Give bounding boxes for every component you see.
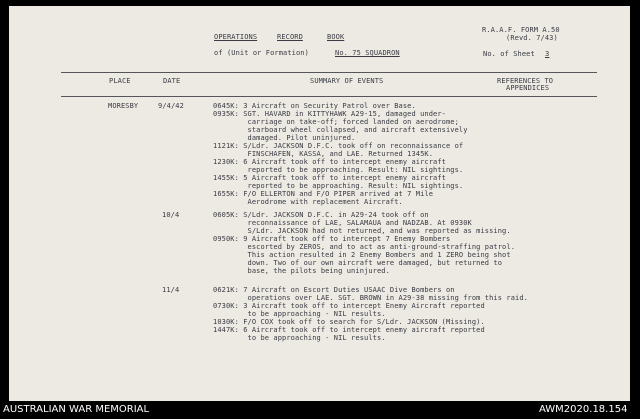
sheet-number: 3 xyxy=(545,50,550,58)
title-operations: OPERATIONS xyxy=(214,33,258,41)
summary-line: starboard wheel collapsed, and aircraft extensively xyxy=(213,126,468,134)
summary-line: S/Ldr. JACKSON had not returned, and was reported as missing. xyxy=(213,227,511,235)
summary-line: 0950K: 9 Aircraft took off to intercept 7 Enemy Bombers xyxy=(213,235,451,243)
unit-prefix: of (Unit or Formation) xyxy=(214,49,309,57)
summary-line: 1230K: 6 Aircraft took off to intercept enemy aircraft xyxy=(213,158,446,166)
summary-line: operations over LAE. SGT. BROWN in A29-38 missing from this raid. xyxy=(213,294,528,302)
summary-line: 0935K: SGT. HAVARD in KITTYHAWK A29-15, damaged under- xyxy=(213,110,446,118)
form-revised: (Revd. 7/43) xyxy=(506,34,558,42)
summary-line: damaged. Pilot uninjured. xyxy=(213,134,356,142)
summary-line: reconnaissance of LAE, SALAMAUA and NADZAB. At 0930K xyxy=(213,219,472,227)
summary-line: reported to be approaching. Result: NIL sightings. xyxy=(213,166,464,174)
summary-line: down. Two of our own aircraft were damaged, but returned to xyxy=(213,259,503,267)
column-summary: SUMMARY OF EVENTS xyxy=(310,77,384,85)
summary-line: 0605K: S/Ldr. JACKSON D.F.C. in A29-24 took off on xyxy=(213,211,429,219)
summary-line: FINSCHAFEN, KASSA, and LAE. Returned 1345K. xyxy=(213,150,434,158)
summary-line: base, the pilots being uninjured. xyxy=(213,267,390,275)
summary-line: 1447K: 6 Aircraft took off to intercept enemy aircraft reported xyxy=(213,326,485,334)
column-references: REFERENCES TO xyxy=(497,77,554,85)
summary-line: carriage on take-off; forced landed on aerodrome; xyxy=(213,118,459,126)
column-place: PLACE xyxy=(109,77,131,85)
footer-institution: AUSTRALIAN WAR MEMORIAL xyxy=(3,404,150,415)
summary-line: 0621K: 7 Aircraft on Escort Duties USAAC Dive Bombers on xyxy=(213,286,455,294)
summary-line: reported to be approaching. Result: NIL sightings. xyxy=(213,182,464,190)
title-book: BOOK xyxy=(327,33,345,41)
summary-line: 0645K: 3 Aircraft on Security Patrol over Base. xyxy=(213,102,416,110)
summary-line: 1121K: S/Ldr. JACKSON D.F.C. took off on reconnaissance of xyxy=(213,142,464,150)
form-label: R.A.A.F. FORM A.50 xyxy=(482,26,560,34)
footer-accession: AWM2020.18.154 xyxy=(539,404,628,415)
summary-line: to be approaching - NIL results. xyxy=(213,334,386,342)
title-record: RECORD xyxy=(277,33,303,41)
summary-line: 1455K: 5 Aircraft took off to intercept enemy aircraft xyxy=(213,174,446,182)
column-appendices: APPENDICES xyxy=(506,84,550,92)
entry-date: 10/4 xyxy=(162,211,180,219)
summary-line: 0730K: 3 Aircraft took off to intercept Enemy Aircraft reported xyxy=(213,302,485,310)
summary-line: 1655K: F/O ELLERTON and F/O PIPER arrived at 7 Mile xyxy=(213,190,434,198)
summary-line: 1030K: F/O COX took off to search for S/Ldr. JACKSON (Missing). xyxy=(213,318,485,326)
header-rule-bottom xyxy=(61,96,597,97)
sheet-label: No. of Sheet xyxy=(483,50,535,58)
summary-line: Aerodrome with replacement Aircraft. xyxy=(213,198,403,206)
entry-date: 9/4/42 xyxy=(158,102,184,110)
header-rule-top xyxy=(61,72,597,73)
record-sheet xyxy=(9,6,630,401)
unit-name: No. 75 SQUADRON xyxy=(335,49,400,57)
entry-date: 11/4 xyxy=(162,286,180,294)
summary-line: This action resulted in 2 Enemy Bombers and 1 ZERO being shot xyxy=(213,251,511,259)
summary-line: to be approaching - NIL results. xyxy=(213,310,386,318)
summary-line: escorted by ZEROS, and to act as anti-ground-straffing patrol. xyxy=(213,243,516,251)
column-date: DATE xyxy=(163,77,181,85)
place-value: MORESBY xyxy=(108,102,139,110)
